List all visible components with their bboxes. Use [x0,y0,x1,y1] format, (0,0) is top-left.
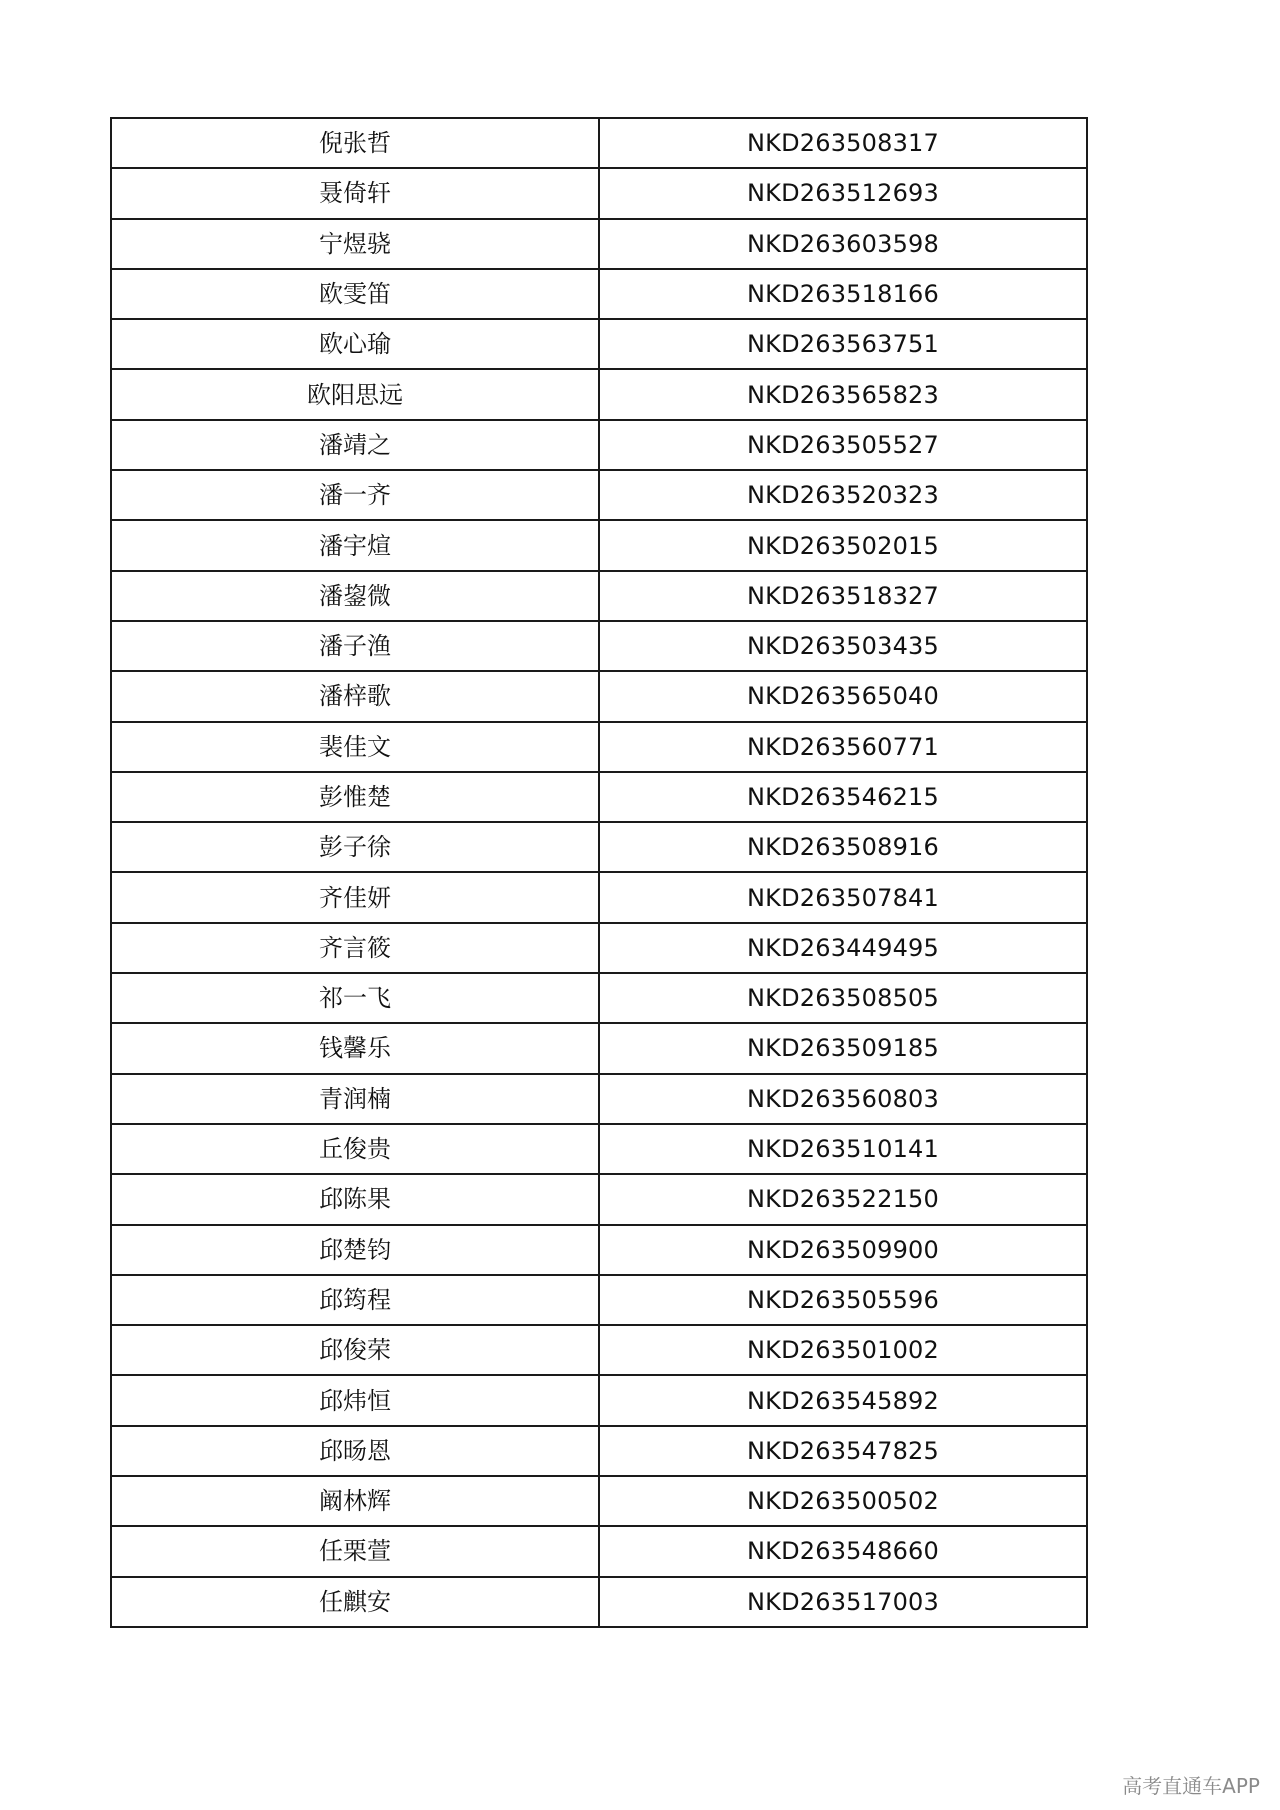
exam-id-cell: NKD263548660 [599,1526,1087,1576]
student-name-cell: 潘一齐 [111,470,599,520]
student-name-cell: 倪张哲 [111,118,599,168]
exam-id-cell: NKD263449495 [599,923,1087,973]
exam-id-cell: NKD263510141 [599,1124,1087,1174]
student-name-cell: 任麒安 [111,1577,599,1627]
watermark: 高考直通车APP [1122,1774,1260,1798]
table-row [111,1275,1087,1325]
student-name-cell: 欧阳思远 [111,369,599,419]
student-name-cell: 潘鋆微 [111,571,599,621]
table-row [111,319,1087,369]
student-name-cell: 潘靖之 [111,420,599,470]
exam-id-cell: NKD263512693 [599,168,1087,218]
student-name-cell: 欧雯笛 [111,269,599,319]
exam-id-cell: NKD263603598 [599,219,1087,269]
table-row [111,369,1087,419]
exam-id-cell: NKD263509900 [599,1225,1087,1275]
student-name-cell: 齐佳妍 [111,872,599,922]
table-row [111,1476,1087,1526]
table-row [111,168,1087,218]
exam-id-cell: NKD263500502 [599,1476,1087,1526]
table-row [111,973,1087,1023]
student-name-cell: 邱楚钧 [111,1225,599,1275]
student-name-cell: 裴佳文 [111,722,599,772]
student-name-cell: 青润楠 [111,1074,599,1124]
table-row [111,470,1087,520]
table-row [111,621,1087,671]
table-row [111,1526,1087,1576]
student-name-cell: 阚林辉 [111,1476,599,1526]
student-name-cell: 钱馨乐 [111,1023,599,1073]
student-name-cell: 祁一飞 [111,973,599,1023]
exam-id-cell: NKD263505527 [599,420,1087,470]
exam-id-cell: NKD263546215 [599,772,1087,822]
student-name-cell: 丘俊贵 [111,1124,599,1174]
student-name-cell: 宁煜骁 [111,219,599,269]
student-name-cell: 欧心瑜 [111,319,599,369]
student-name-cell: 潘子渔 [111,621,599,671]
student-name-cell: 邱俊荣 [111,1325,599,1375]
student-name-cell: 任栗萱 [111,1526,599,1576]
exam-id-cell: NKD263507841 [599,872,1087,922]
exam-id-cell: NKD263560771 [599,722,1087,772]
table-row [111,1325,1087,1375]
exam-id-cell: NKD263508317 [599,118,1087,168]
roster-table-body [111,118,1087,1627]
table-row [111,722,1087,772]
table-row [111,1174,1087,1224]
table-row [111,571,1087,621]
table-row [111,1023,1087,1073]
exam-id-cell: NKD263502015 [599,520,1087,570]
exam-id-cell: NKD263517003 [599,1577,1087,1627]
table-row [111,1577,1087,1627]
student-name-cell: 邱筠程 [111,1275,599,1325]
table-row [111,1225,1087,1275]
exam-id-cell: NKD263563751 [599,319,1087,369]
table-row [111,772,1087,822]
exam-id-cell: NKD263509185 [599,1023,1087,1073]
exam-id-cell: NKD263560803 [599,1074,1087,1124]
exam-id-cell: NKD263565823 [599,369,1087,419]
table-row [111,520,1087,570]
table-row [111,219,1087,269]
table-row [111,1375,1087,1425]
exam-id-cell: NKD263508916 [599,822,1087,872]
exam-id-cell: NKD263518327 [599,571,1087,621]
student-name-cell: 邱陈果 [111,1174,599,1224]
exam-id-cell: NKD263508505 [599,973,1087,1023]
table-row [111,872,1087,922]
table-row [111,118,1087,168]
student-name-cell: 彭子徐 [111,822,599,872]
student-name-cell: 齐言筱 [111,923,599,973]
exam-id-cell: NKD263503435 [599,621,1087,671]
table-row [111,1426,1087,1476]
exam-id-cell: NKD263545892 [599,1375,1087,1425]
exam-id-cell: NKD263565040 [599,671,1087,721]
table-row [111,822,1087,872]
roster-table [110,117,1088,1628]
student-name-cell: 聂倚轩 [111,168,599,218]
exam-id-cell: NKD263501002 [599,1325,1087,1375]
table-row [111,1074,1087,1124]
student-name-cell: 邱旸恩 [111,1426,599,1476]
exam-id-cell: NKD263522150 [599,1174,1087,1224]
student-name-cell: 潘宇煊 [111,520,599,570]
exam-id-cell: NKD263505596 [599,1275,1087,1325]
table-row [111,671,1087,721]
student-name-cell: 潘梓歌 [111,671,599,721]
exam-id-cell: NKD263520323 [599,470,1087,520]
exam-id-cell: NKD263518166 [599,269,1087,319]
student-name-cell: 邱炜恒 [111,1375,599,1425]
exam-id-cell: NKD263547825 [599,1426,1087,1476]
table-row [111,923,1087,973]
table-row [111,1124,1087,1174]
table-row [111,420,1087,470]
table-row [111,269,1087,319]
student-name-cell: 彭惟楚 [111,772,599,822]
